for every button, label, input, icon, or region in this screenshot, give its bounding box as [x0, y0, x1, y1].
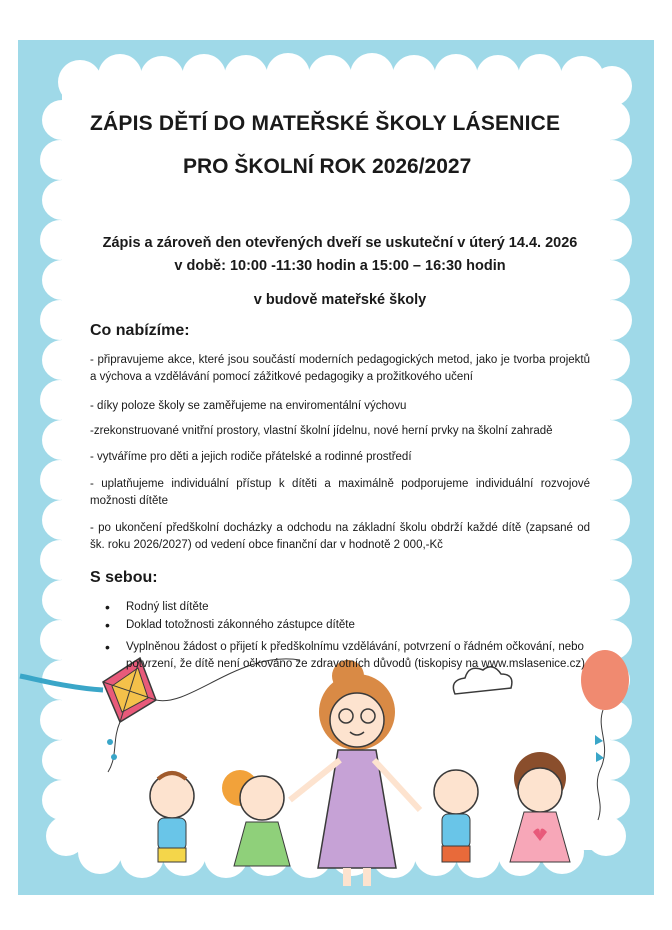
bullet-icon: •	[105, 639, 110, 655]
title-line-1: ZÁPIS DĚTÍ DO MATEŘSKÉ ŠKOLY LÁSENICE	[90, 112, 561, 135]
bring-item-text: Vyplněnou žádost o přijetí k předškolnímu vzdělávání, potvrzení o řádném očkování, nebo potvrzení, že dítě není očkováno ze zdravotních důvodů (tiskopisy na www.mslasenice.cz)	[126, 641, 585, 670]
info-line-3: v budově mateřské školy	[253, 292, 427, 308]
bring-heading: S sebou:	[90, 569, 158, 586]
bullet-icon: •	[105, 599, 110, 615]
offer-item: - po ukončení předškolní docházky a odchodu na základní školu obdrží každé dítě (zapsané od šk. roku 2026/2027) od vedení obce finanční dar v hodnotě 2 000,-Kč	[90, 522, 590, 551]
offer-item: - uplatňujeme individuální přístup k dítěti a maximálně podporujeme individuální rozvojové možnosti dítěte	[90, 478, 590, 507]
info-line-2: v době: 10:00 -11:30 hodin a 15:00 – 16:30 hodin	[174, 258, 506, 274]
offer-item: - připravujeme akce, které jsou součástí moderních pedagogických metod, jako je tvorba projektů a výchova a vzdělávání pomocí zážitkové pedagogiky a prožitkového učení	[90, 354, 590, 383]
bullet-icon: •	[105, 617, 110, 633]
bring-item-text: Rodný list dítěte	[126, 601, 209, 613]
info-line-1: Zápis a zároveň den otevřených dveří se uskuteční v úterý 14.4. 2026	[102, 235, 578, 251]
title-line-2: PRO ŠKOLNÍ ROK 2026/2027	[183, 155, 472, 178]
offer-heading: Co nabízíme:	[90, 322, 190, 339]
offer-item: -zrekonstruované vnitřní prostory, vlastní školní jídelnu, nové herní prvky na školní zahradě	[90, 425, 553, 437]
bring-item-text: Doklad totožnosti zákonného zástupce dítěte	[126, 619, 355, 631]
offer-item: - vytváříme pro děti a jejich rodiče přátelské a rodinné prostředí	[90, 451, 412, 463]
offer-item: - díky poloze školy se zaměřujeme na enviromentální výchovu	[90, 400, 407, 412]
